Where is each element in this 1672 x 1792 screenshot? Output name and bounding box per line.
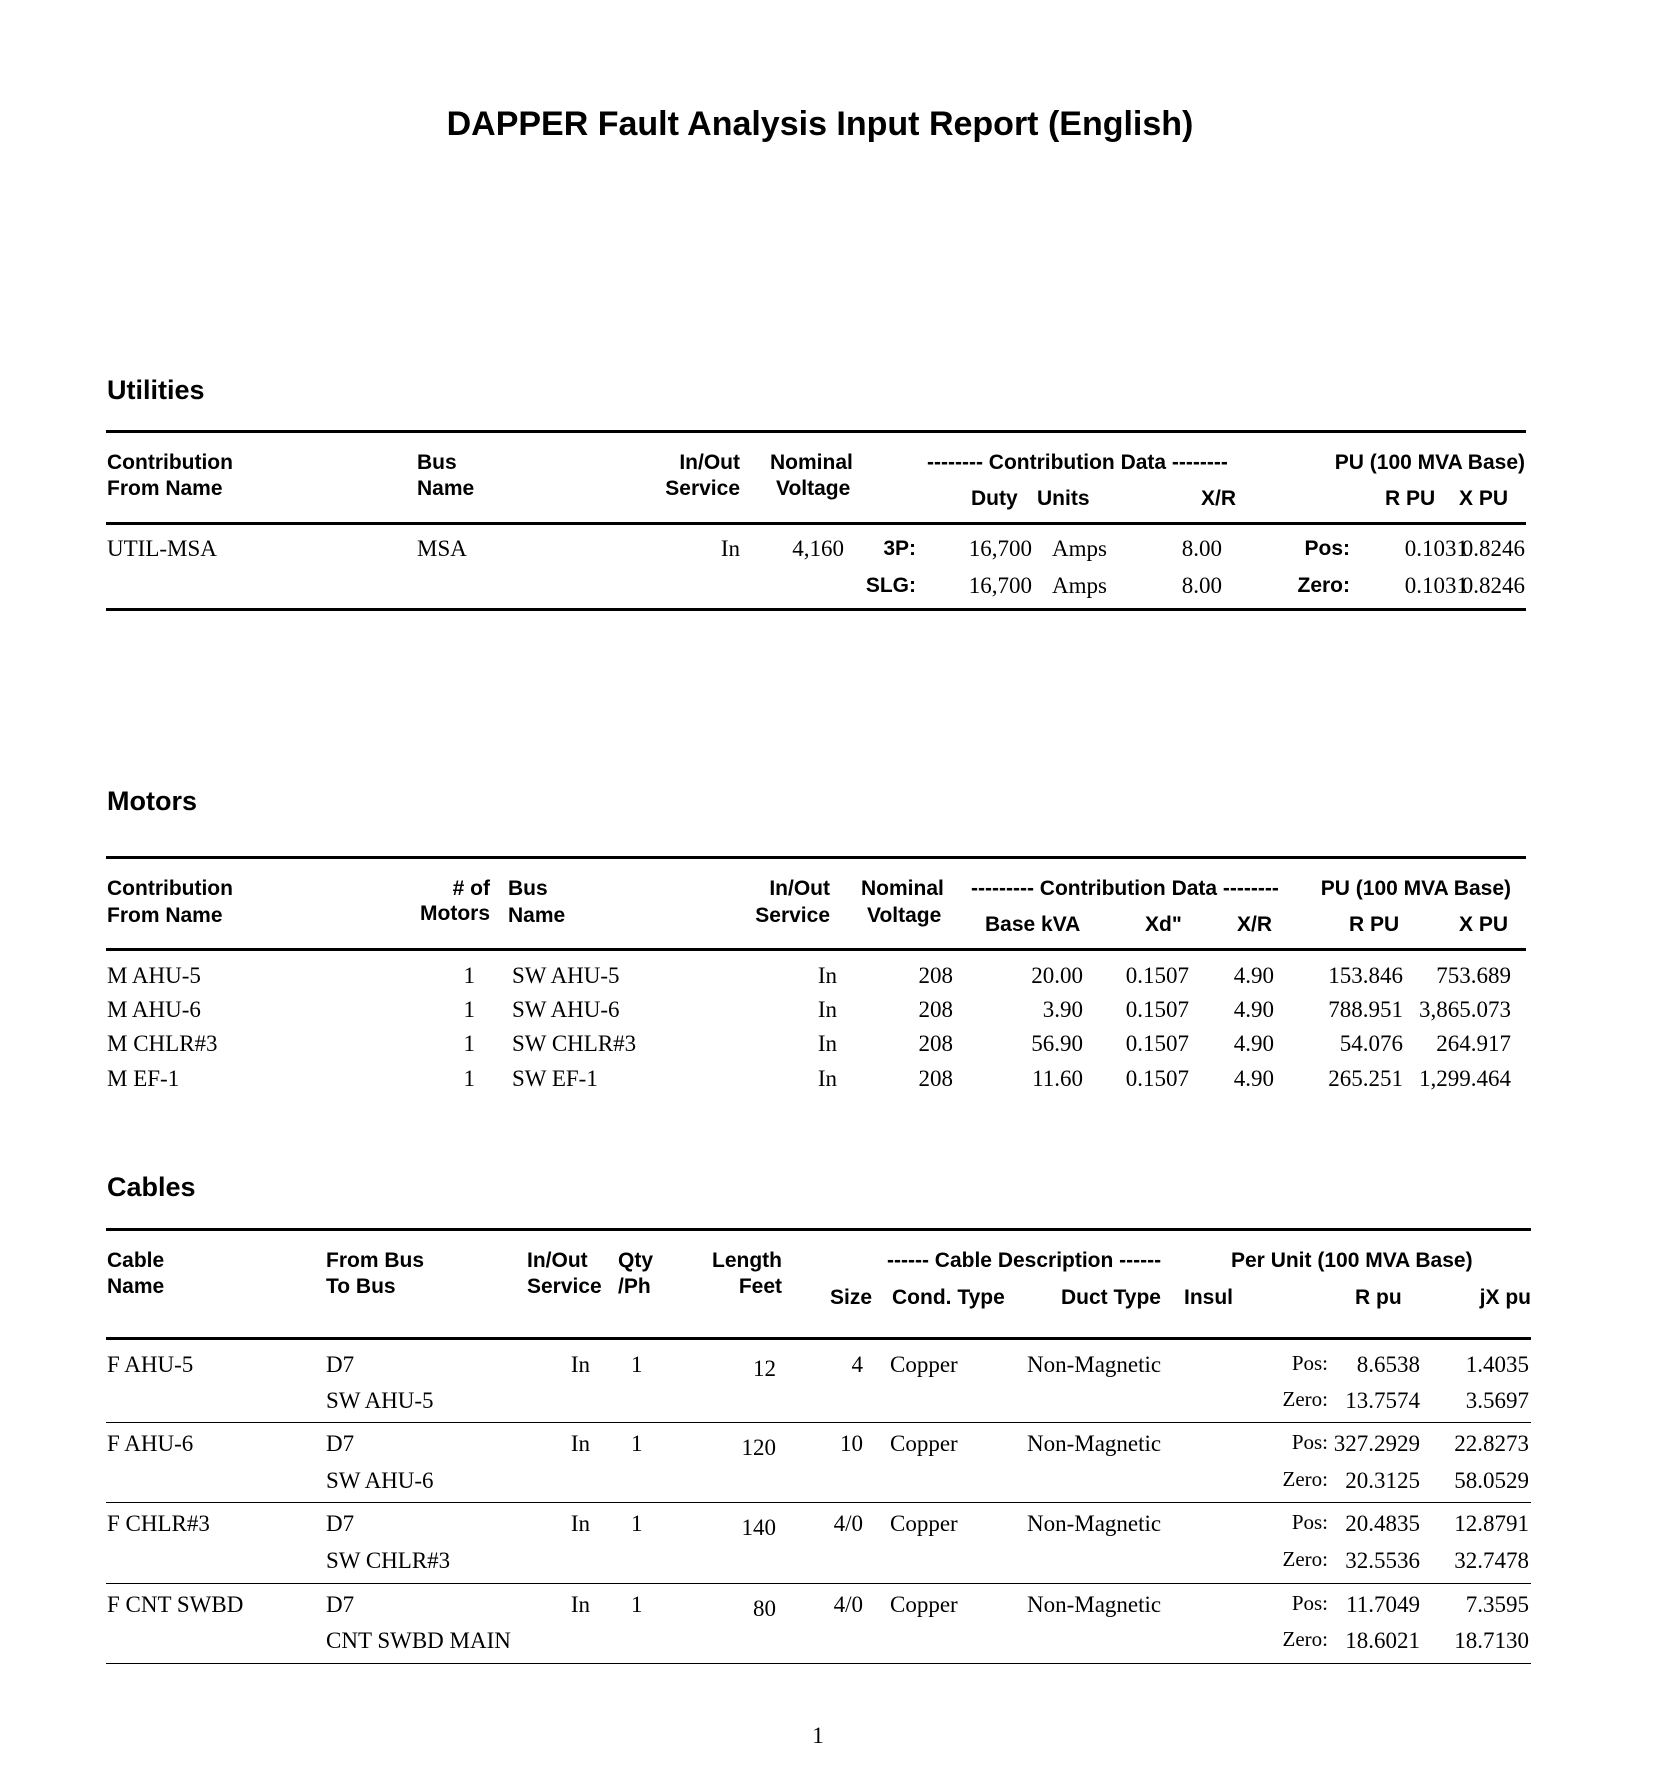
cable-zero-x: 18.7130 xyxy=(1454,1628,1529,1653)
report-title: DAPPER Fault Analysis Input Report (English) xyxy=(446,105,1194,143)
hdr-contribution: Contribution xyxy=(107,451,233,474)
hdr-base-kva: Base kVA xyxy=(985,913,1081,936)
hdr-service: Service xyxy=(755,904,830,927)
row-divider xyxy=(106,1422,1531,1423)
cable-zero-r: 18.6021 xyxy=(1345,1628,1420,1653)
motor-name: M AHU-5 xyxy=(107,963,201,988)
cable-qty: 1 xyxy=(631,1431,643,1456)
motor-xpu: 753.689 xyxy=(1436,963,1511,988)
utility-3p-duty: 16,700 xyxy=(968,536,1032,561)
page-number: 1 xyxy=(812,1723,824,1748)
hdr-inout: In/Out xyxy=(679,451,740,474)
hdr-cond-type: Cond. Type xyxy=(892,1286,1005,1309)
hdr-from-name: From Name xyxy=(107,904,223,927)
cable-to-bus: SW AHU-6 xyxy=(326,1468,434,1493)
motor-voltage: 208 xyxy=(918,963,953,988)
cable-from-bus: D7 xyxy=(326,1431,355,1456)
motor-kva: 11.60 xyxy=(1032,1066,1083,1091)
hdr-xpu: X PU xyxy=(1459,487,1509,510)
cables-top-rule xyxy=(106,1228,1531,1231)
hdr-inout: In/Out xyxy=(769,877,830,900)
hdr-qty: Qty xyxy=(618,1249,654,1272)
motor-rpu: 54.076 xyxy=(1339,1031,1403,1056)
cable-qty: 1 xyxy=(631,1352,643,1377)
cable-pos-label: Pos: xyxy=(1291,1430,1328,1454)
utilities-bottom-rule xyxy=(106,608,1526,611)
cable-service: In xyxy=(570,1431,590,1456)
motor-name: M CHLR#3 xyxy=(107,1031,218,1056)
cable-size: 10 xyxy=(840,1431,863,1456)
cables-heading: Cables xyxy=(107,1172,196,1202)
hdr-pu-base: PU (100 MVA Base) xyxy=(1320,877,1511,900)
motor-service: In xyxy=(817,997,837,1022)
row-divider xyxy=(106,1583,1531,1584)
utility-pos-r: 0.1031 xyxy=(1404,536,1468,561)
hdr-num-of: # of xyxy=(452,877,490,900)
hdr-bus-name: Name xyxy=(508,904,566,927)
motor-xr: 4.90 xyxy=(1233,963,1274,988)
cable-pos-r: 20.4835 xyxy=(1345,1511,1420,1536)
hdr-rpu: R PU xyxy=(1385,487,1436,510)
cable-zero-label: Zero: xyxy=(1282,1467,1328,1491)
motor-bus: SW EF-1 xyxy=(512,1066,598,1091)
cable-pos-label: Pos: xyxy=(1291,1591,1328,1615)
utility-pos-label: Pos: xyxy=(1304,537,1350,560)
motor-voltage: 208 xyxy=(918,1031,953,1056)
hdr-contribution-data: -------- Contribution Data -------- xyxy=(927,451,1228,474)
cable-pos-x: 7.3595 xyxy=(1465,1592,1529,1617)
cable-name: F AHU-6 xyxy=(107,1431,194,1456)
cable-pos-x: 1.4035 xyxy=(1465,1352,1529,1377)
hdr-duty: Duty xyxy=(971,487,1018,510)
hdr-jxpu: jX pu xyxy=(1479,1286,1531,1309)
motor-rpu: 265.251 xyxy=(1328,1066,1403,1091)
hdr-nominal: Nominal xyxy=(770,451,853,474)
utility-service: In xyxy=(720,536,740,561)
hdr-contribution-data: --------- Contribution Data -------- xyxy=(971,877,1279,900)
motor-xd: 0.1507 xyxy=(1125,963,1189,988)
cable-name: F AHU-5 xyxy=(107,1352,194,1377)
cable-pos-label: Pos: xyxy=(1291,1510,1328,1534)
cable-cond-type: Copper xyxy=(890,1592,958,1617)
cable-zero-x: 3.5697 xyxy=(1465,1388,1529,1413)
motor-bus: SW AHU-6 xyxy=(512,997,620,1022)
cable-to-bus: SW CHLR#3 xyxy=(326,1548,451,1573)
utility-3p-label: 3P: xyxy=(883,537,916,560)
cable-service: In xyxy=(570,1352,590,1377)
motor-count: 1 xyxy=(463,1066,475,1091)
hdr-nominal: Nominal xyxy=(861,877,944,900)
hdr-service: Service xyxy=(527,1275,602,1298)
cable-size: 4/0 xyxy=(833,1511,863,1536)
hdr-xr: X/R xyxy=(1201,487,1237,510)
motor-kva: 20.00 xyxy=(1031,963,1083,988)
cable-length: 140 xyxy=(741,1515,776,1540)
hdr-from-bus: From Bus xyxy=(326,1249,425,1272)
cable-length: 80 xyxy=(753,1596,776,1621)
motor-bus: SW AHU-5 xyxy=(512,963,620,988)
motor-xpu: 1,299.464 xyxy=(1419,1066,1511,1091)
utility-pos-x: 0.8246 xyxy=(1461,536,1525,561)
hdr-cable-name: Name xyxy=(107,1275,165,1298)
cable-from-bus: D7 xyxy=(326,1352,355,1377)
motor-service: In xyxy=(817,1031,837,1056)
motor-xd: 0.1507 xyxy=(1125,1031,1189,1056)
cable-zero-label: Zero: xyxy=(1282,1627,1328,1651)
utilities-heading: Utilities xyxy=(107,375,205,405)
motor-kva: 3.90 xyxy=(1042,997,1083,1022)
utility-3p-units: Amps xyxy=(1052,536,1107,561)
cable-length: 12 xyxy=(753,1356,776,1381)
hdr-units: Units xyxy=(1037,487,1090,510)
cable-zero-r: 13.7574 xyxy=(1345,1388,1420,1413)
utility-name: UTIL-MSA xyxy=(107,536,217,561)
hdr-rpu: R PU xyxy=(1349,913,1400,936)
cable-service: In xyxy=(570,1511,590,1536)
cable-duct-type: Non-Magnetic xyxy=(1027,1592,1162,1617)
hdr-xpu: X PU xyxy=(1459,913,1509,936)
motor-name: M EF-1 xyxy=(107,1066,180,1091)
cable-service: In xyxy=(570,1592,590,1617)
cable-pos-label: Pos: xyxy=(1291,1351,1328,1375)
motors-top-rule xyxy=(106,856,1526,859)
motor-voltage: 208 xyxy=(918,1066,953,1091)
cable-size: 4/0 xyxy=(833,1592,863,1617)
cables-header-rule xyxy=(106,1337,1531,1340)
utility-voltage: 4,160 xyxy=(792,536,844,561)
row-divider xyxy=(106,1663,1531,1664)
hdr-ph: /Ph xyxy=(618,1275,651,1298)
utilities-header-rule xyxy=(106,522,1526,525)
motor-bus: SW CHLR#3 xyxy=(512,1031,637,1056)
hdr-duct-type: Duct Type xyxy=(1061,1286,1161,1309)
motor-xr: 4.90 xyxy=(1233,1066,1274,1091)
utility-slg-units: Amps xyxy=(1052,573,1107,598)
cable-pos-x: 22.8273 xyxy=(1454,1431,1529,1456)
cable-zero-r: 20.3125 xyxy=(1345,1468,1420,1493)
cable-to-bus: SW AHU-5 xyxy=(326,1388,434,1413)
motor-kva: 56.90 xyxy=(1031,1031,1083,1056)
hdr-contribution: Contribution xyxy=(107,877,233,900)
motor-xd: 0.1507 xyxy=(1125,997,1189,1022)
cable-zero-x: 58.0529 xyxy=(1454,1468,1529,1493)
cable-zero-label: Zero: xyxy=(1282,1387,1328,1411)
motor-name: M AHU-6 xyxy=(107,997,201,1022)
cable-cond-type: Copper xyxy=(890,1511,958,1536)
cable-name: F CNT SWBD xyxy=(107,1592,244,1617)
cable-pos-r: 327.2929 xyxy=(1333,1431,1420,1456)
cable-qty: 1 xyxy=(631,1511,643,1536)
cable-pos-x: 12.8791 xyxy=(1454,1511,1529,1536)
hdr-cable: Cable xyxy=(107,1249,165,1272)
hdr-motors: Motors xyxy=(420,902,490,925)
utility-slg-xr: 8.00 xyxy=(1181,573,1222,598)
utility-zero-x: 0.8246 xyxy=(1461,573,1525,598)
cable-pos-r: 8.6538 xyxy=(1356,1352,1420,1377)
utility-slg-duty: 16,700 xyxy=(968,573,1032,598)
hdr-rpu: R pu xyxy=(1355,1286,1402,1309)
cable-cond-type: Copper xyxy=(890,1352,958,1377)
motor-xpu: 3,865.073 xyxy=(1419,997,1511,1022)
utility-3p-xr: 8.00 xyxy=(1181,536,1222,561)
cable-pos-r: 11.7049 xyxy=(1346,1592,1420,1617)
cable-from-bus: D7 xyxy=(326,1511,355,1536)
motor-count: 1 xyxy=(463,1031,475,1056)
utility-slg-label: SLG: xyxy=(865,574,916,597)
hdr-length: Length xyxy=(712,1249,782,1272)
motor-xr: 4.90 xyxy=(1233,997,1274,1022)
hdr-insul: Insul xyxy=(1184,1286,1234,1309)
hdr-to-bus: To Bus xyxy=(326,1275,396,1298)
motor-xd: 0.1507 xyxy=(1125,1066,1189,1091)
motor-rpu: 153.846 xyxy=(1328,963,1403,988)
cable-zero-r: 32.5536 xyxy=(1345,1548,1420,1573)
cable-zero-label: Zero: xyxy=(1282,1547,1328,1571)
motor-count: 1 xyxy=(463,963,475,988)
cable-duct-type: Non-Magnetic xyxy=(1027,1352,1162,1377)
cable-from-bus: D7 xyxy=(326,1592,355,1617)
utility-zero-label: Zero: xyxy=(1297,574,1350,597)
utility-zero-r: 0.1031 xyxy=(1404,573,1468,598)
hdr-cable-desc: ------ Cable Description ------ xyxy=(887,1249,1162,1272)
utility-bus: MSA xyxy=(417,536,467,561)
row-divider xyxy=(106,1502,1531,1503)
cable-length: 120 xyxy=(741,1435,776,1460)
hdr-bus: Bus xyxy=(508,877,548,900)
hdr-xd: Xd" xyxy=(1145,913,1182,936)
hdr-bus: Bus xyxy=(417,451,457,474)
cable-zero-x: 32.7478 xyxy=(1454,1548,1529,1573)
hdr-per-unit: Per Unit (100 MVA Base) xyxy=(1231,1249,1473,1272)
cable-duct-type: Non-Magnetic xyxy=(1027,1431,1162,1456)
cable-name: F CHLR#3 xyxy=(107,1511,210,1536)
hdr-inout: In/Out xyxy=(527,1249,588,1272)
motor-rpu: 788.951 xyxy=(1328,997,1403,1022)
cable-cond-type: Copper xyxy=(890,1431,958,1456)
hdr-service: Service xyxy=(665,477,740,500)
hdr-voltage: Voltage xyxy=(867,904,942,927)
cable-qty: 1 xyxy=(631,1592,643,1617)
motors-header-rule xyxy=(106,948,1526,951)
cable-size: 4 xyxy=(851,1352,863,1377)
utilities-top-rule xyxy=(106,430,1526,433)
motor-count: 1 xyxy=(463,997,475,1022)
hdr-bus-name: Name xyxy=(417,477,475,500)
motor-xpu: 264.917 xyxy=(1436,1031,1511,1056)
hdr-xr: X/R xyxy=(1237,913,1273,936)
hdr-pu-base: PU (100 MVA Base) xyxy=(1334,451,1525,474)
cable-to-bus: CNT SWBD MAIN xyxy=(326,1628,511,1653)
motor-service: In xyxy=(817,963,837,988)
motor-voltage: 208 xyxy=(918,997,953,1022)
motors-heading: Motors xyxy=(107,786,197,816)
cable-duct-type: Non-Magnetic xyxy=(1027,1511,1162,1536)
hdr-feet: Feet xyxy=(738,1275,782,1298)
motor-service: In xyxy=(817,1066,837,1091)
hdr-size: Size xyxy=(830,1286,873,1309)
hdr-voltage: Voltage xyxy=(776,477,851,500)
hdr-from-name: From Name xyxy=(107,477,223,500)
motor-xr: 4.90 xyxy=(1233,1031,1274,1056)
